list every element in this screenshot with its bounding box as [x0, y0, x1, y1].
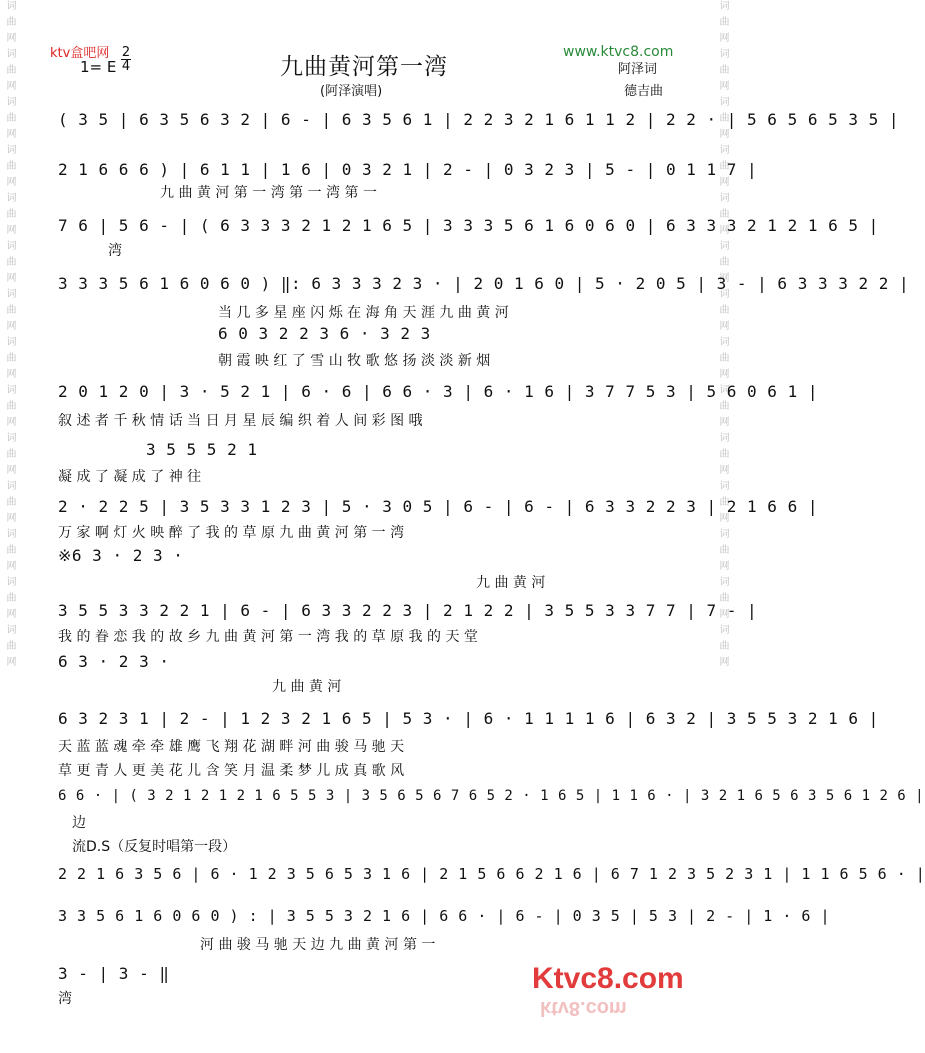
notation-line-14: 2 2 1 6 3 5 6 | 6 · 1 2 3 5 6 5 3 1 6 | 2 1 5 6 6 2 1 6 | 6 7 1 2 3 5 2 3 1 | 1 1 6 5 6 · | — [58, 865, 925, 883]
lyric-line-5: 叙 述 者 千 秋 情 话 当 日 月 星 辰 编 织 着 人 间 彩 图 哦 — [58, 413, 423, 429]
site-url-right: www.ktvc8.com — [563, 44, 674, 60]
notation-line-15: 3 3 5 6 1 6 0 6 0 ) : | 3 5 5 3 2 1 6 | 6 6 · | 6 - | 0 3 5 | 5 3 | 2 - | 1 · 6 | — [58, 907, 830, 925]
lyricist: 阿泽词 — [618, 62, 658, 77]
lyric-line-4: 朝 霞 映 红 了 雪 山 牧 歌 悠 扬 淡 淡 新 烟 — [218, 353, 491, 369]
lyric-line-13: 边 — [72, 815, 86, 831]
notation-line-9: ※6 3 · 2 3 · — [58, 546, 184, 565]
notation-line-16: 3 - | 3 - ‖ — [58, 964, 170, 983]
lyric-line-7: 万 家 啊 灯 火 映 醉 了 我 的 草 原 九 曲 黄 河 第 一 湾 — [58, 525, 405, 541]
notation-line-13: 6 6 · | ( 3 2 1 2 1 2 1 6 5 5 3 | 3 5 6 5 6 7 6 5 2 · 1 6 5 | 1 1 6 · | 3 2 1 6 5 6 3 5 6 1 2 6 | — [58, 788, 925, 804]
lyric-line-3: 当 几 多 星 座 闪 烁 在 海 角 天 涯 九 曲 黄 河 — [218, 305, 509, 321]
key-signature: 1= E — [80, 58, 117, 76]
lyric-line-6: 凝 成 了 凝 成 了 神 往 — [58, 469, 202, 485]
notation-line-8: 2 · 2 2 5 | 3 5 3 3 1 2 3 | 5 · 3 0 5 | 6 - | 6 - | 6 3 3 2 2 3 | 2 1 6 6 | — [58, 497, 818, 516]
lyric-line-15: 河 曲 骏 马 驰 天 边 九 曲 黄 河 第 一 — [200, 937, 436, 953]
left-watermark: 词曲网词曲网词曲网词曲网词曲网词曲网词曲网词曲网词曲网词曲网词曲网词曲网词曲网词曲网 — [4, 0, 15, 672]
site-name-left: ktv盒吧网 — [50, 46, 110, 61]
notation-line-5: 6 0 3 2 2 3 6 · 3 2 3 — [218, 324, 431, 343]
lyric-line-16: 湾 — [58, 991, 72, 1007]
site-logo: Ktvc8.com — [532, 962, 684, 995]
lyric-line-14: 流D.S（反复时唱第一段） — [72, 839, 237, 855]
time-signature-bottom: 4 — [121, 59, 131, 74]
time-signature-top: 2 — [121, 45, 131, 60]
notation-line-10: 3 5 5 3 3 2 2 1 | 6 - | 6 3 3 2 2 3 | 2 1 2 2 | 3 5 5 3 3 7 7 | 7 - | — [58, 601, 758, 620]
notation-line-1: ( 3 5 | 6 3 5 6 3 2 | 6 - | 6 3 5 6 1 | 2 2 3 2 1 6 1 1 2 | 2 2 · | 5 6 5 6 5 3 5 | — [58, 110, 900, 129]
notation-line-2: 2 1 6 6 6 ) | 6 1 1 | 1 6 | 0 3 2 1 | 2 - | 0 3 2 3 | 5 - | 0 1 1 7 | — [58, 160, 758, 179]
notation-line-6: 2 0 1 2 0 | 3 · 5 2 1 | 6 · 6 | 6 6 · 3 | 6 · 1 6 | 3 7 7 5 3 | 5 6 0 6 1 | — [58, 382, 818, 401]
notation-line-12: 6 3 2 3 1 | 2 - | 1 2 3 2 1 6 5 | 5 3 · | 6 · 1 1 1 1 6 | 6 3 2 | 3 5 5 3 2 1 6 | — [58, 709, 879, 728]
performer: (阿泽演唱) — [320, 84, 383, 99]
lyric-line-2: 湾 — [108, 243, 122, 259]
notation-line-11: 6 3 · 2 3 · — [58, 652, 170, 671]
right-watermark: 词曲网词曲网词曲网词曲网词曲网词曲网词曲网词曲网词曲网词曲网词曲网词曲网词曲网词曲网 — [717, 0, 728, 672]
notation-line-3: 7 6 | 5 6 - | ( 6 3 3 3 2 1 2 1 6 5 | 3 3 3 5 6 1 6 0 6 0 | 6 3 3 3 2 1 2 1 6 5 | — [58, 216, 879, 235]
lyric-line-9: 我 的 眷 恋 我 的 故 乡 九 曲 黄 河 第 一 湾 我 的 草 原 我 的 天 堂 — [58, 629, 478, 645]
lyric-line-10: 九 曲 黄 河 — [272, 679, 342, 695]
notation-line-4: 3 3 3 5 6 1 6 0 6 0 ) ‖: 6 3 3 3 2 3 · | 2 0 1 6 0 | 5 · 2 0 5 | 3 - | 6 3 3 3 2 2 | — [58, 274, 910, 293]
lyric-line-8: 九 曲 黄 河 — [476, 575, 546, 591]
composer: 德吉曲 — [624, 84, 664, 99]
notation-line-7: 3 5 5 5 2 1 — [146, 440, 258, 459]
lyric-line-1: 九 曲 黄 河 第 一 湾 第 一 湾 第 一 — [160, 185, 377, 201]
lyric-line-12: 草 更 青 人 更 美 花 儿 含 笑 月 温 柔 梦 儿 成 真 歌 风 — [58, 763, 405, 779]
site-logo-reflection: ktv8.com — [540, 997, 627, 1019]
lyric-line-11: 天 蓝 蓝 魂 牵 牵 雄 鹰 飞 翔 花 湖 畔 河 曲 骏 马 驰 天 — [58, 739, 405, 755]
time-signature — [121, 46, 131, 73]
song-title: 九曲黄河第一湾 — [280, 54, 448, 80]
